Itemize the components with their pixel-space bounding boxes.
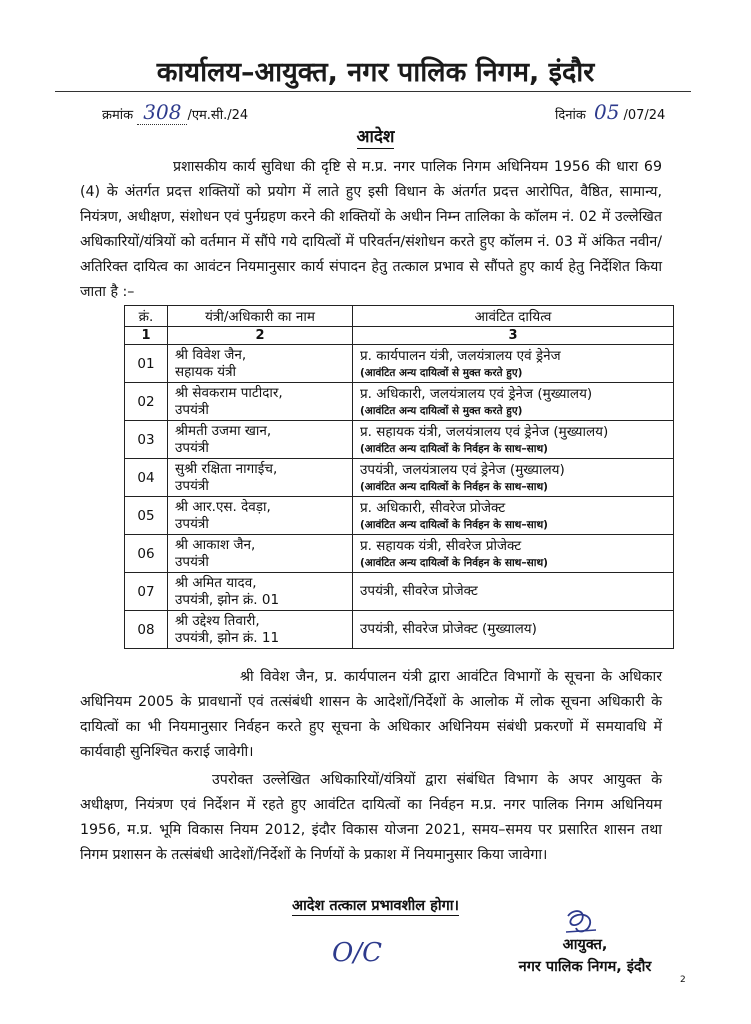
allotted-duty: प्र. सहायक यंत्री, सीवरेज प्रोजेक्ट: [360, 537, 522, 554]
officer-name: सुश्री रक्षिता नागाईच,: [175, 460, 278, 477]
allotted-duty: प्र. सहायक यंत्री, जलयंत्रालय एवं ड्रेनेज (मुख्यालय): [360, 423, 609, 440]
office-title: कार्यालय–आयुक्त, नगर पालिक निगम, इंदौर: [156, 57, 595, 88]
table-column-number-row: [125, 327, 674, 345]
allotted-duty: उपयंत्री, सीवरेज प्रोजेक्ट (मुख्यालय): [360, 621, 537, 637]
signatory-title: आयुक्त,: [562, 937, 608, 953]
table-row: [125, 459, 674, 497]
duty-note: (आवंटित अन्य दायित्वों के निर्वहन के साथ–साथ): [360, 556, 548, 569]
ref-label: क्रमांक: [102, 108, 134, 123]
allotted-duty: प्र. अधिकारी, जलयंत्रालय एवं ड्रेनेज (मुख्यालय): [360, 385, 593, 402]
handwritten-oc-note: O/C: [332, 938, 382, 968]
date-rest: /07/24: [623, 108, 666, 123]
order-date: [555, 100, 665, 124]
table-row: [125, 383, 674, 421]
row-sno: 08: [125, 611, 168, 649]
duty-note: (आवंटित अन्य दायित्वों से मुक्त करते हुए): [360, 366, 523, 379]
officer-cell: [168, 497, 353, 535]
table-row: [125, 421, 674, 459]
allotted-duty: उपयंत्री, सीवरेज प्रोजेक्ट: [360, 583, 478, 599]
table-header-row: [125, 306, 674, 327]
duty-note: (आवंटित अन्य दायित्वों से मुक्त करते हुए): [360, 404, 523, 417]
row-sno: 05: [125, 497, 168, 535]
officer-name: श्री आर.एस. देवड़ा,: [175, 498, 271, 515]
duty-cell: [353, 535, 674, 573]
officer-name: श्रीमती उजमा खान,: [175, 422, 272, 439]
duty-note: (आवंटित अन्य दायित्वों के निर्वहन के साथ–साथ): [360, 480, 548, 493]
row-sno: 03: [125, 421, 168, 459]
officer-designation: उपयंत्री: [175, 553, 209, 570]
officer-designation: उपयंत्री: [175, 401, 209, 418]
duty-cell: [353, 497, 674, 535]
officer-name: श्री विवेश जैन,: [175, 346, 247, 363]
officer-designation: उपयंत्री, झोन क्रं. 01: [175, 591, 280, 608]
officer-cell: [168, 421, 353, 459]
officer-designation: उपयंत्री: [175, 515, 209, 532]
col-number: 2: [168, 327, 353, 345]
ref-number-handwritten: 308: [137, 100, 187, 125]
ref-suffix: /एम.सी./24: [187, 108, 249, 123]
row-sno: 06: [125, 535, 168, 573]
officer-cell: [168, 345, 353, 383]
signatory-block: [505, 934, 665, 978]
assignment-table: [124, 305, 674, 649]
allotted-duty: उपयंत्री, जलयंत्रालय एवं ड्रेनेज (मुख्यालय): [360, 461, 565, 478]
duty-cell: [353, 383, 674, 421]
row-sno: 04: [125, 459, 168, 497]
table-row: [125, 535, 674, 573]
officer-name: श्री अमित यादव,: [175, 574, 257, 591]
date-day-handwritten: 05: [593, 100, 620, 124]
row-sno: 02: [125, 383, 168, 421]
order-heading: आदेश: [356, 127, 395, 147]
officer-cell: [168, 383, 353, 421]
table-row: [125, 573, 674, 611]
effective-immediately: आदेश तत्काल प्रभावशील होगा।: [291, 898, 459, 914]
officer-name: श्री सेवकराम पाटीदार,: [175, 384, 283, 401]
col-header-duty: आवंटित दायित्व: [353, 306, 674, 327]
officer-name: श्री आकाश जैन,: [175, 536, 256, 553]
officer-designation: उपयंत्री: [175, 439, 209, 456]
duty-cell: [353, 611, 674, 649]
col-header-name: यंत्री/अधिकारी का नाम: [168, 306, 353, 327]
officer-cell: [168, 459, 353, 497]
duty-cell: [353, 459, 674, 497]
duty-cell: [353, 573, 674, 611]
reference-number: [102, 100, 248, 124]
table-row: [125, 611, 674, 649]
table-row: [125, 345, 674, 383]
table-row: [125, 497, 674, 535]
officer-cell: [168, 535, 353, 573]
allotted-duty: प्र. अधिकारी, सीवरेज प्रोजेक्ट: [360, 499, 506, 516]
officer-designation: सहायक यंत्री: [175, 363, 237, 380]
date-label: दिनांक: [555, 108, 586, 123]
col-number: 1: [125, 327, 168, 345]
officer-designation: उपयंत्री, झोन क्रं. 11: [175, 629, 280, 646]
duty-cell: [353, 421, 674, 459]
col-number: 3: [353, 327, 674, 345]
paragraph-rti: श्री विवेश जैन, प्र. कार्यपालन यंत्री द्वारा आवंटित विभागों के सूचना के अधिकार अधिनियम 2005 के प्रावधानों एवं तत्संबंधी शासन के आदेशों/निर्देशों के आलोक में लोक सूचना अधिकारी के दायित्वों का भी नियमानुसार निर्वहन करते हुए सूचना के अधिकार अधिनियम संबंधी प्रकरणों में समयावधि में कार्यवाही सुनिश्चित कराई जावेगी।: [80, 669, 662, 760]
officer-designation: उपयंत्री: [175, 477, 209, 494]
page-number: 2: [680, 975, 686, 985]
row-sno: 01: [125, 345, 168, 383]
duty-note: (आवंटित अन्य दायित्वों के निर्वहन के साथ–साथ): [360, 442, 548, 455]
header-divider: [55, 91, 691, 92]
officer-cell: [168, 611, 353, 649]
paragraph-supervision: उपरोक्त उल्लेखित अधिकारियों/यंत्रियों द्वारा संबंधित विभाग के अपर आयुक्त के अधीक्षण, नियंत्रण एवं निर्देशन में रहते हुए आवंटित दायित्वों का निर्वहन म.प्र. नगर पालिक निगम अधिनियम 1956, म.प्र. भूमि विकास नियम 2012, इंदौर विकास योजना 2021, समय–समय पर प्रसारित शासन तथा निगम प्रशासन के तत्संबंधी आदेशों/निर्देशों के निर्णयों के प्रकाश में नियमानुसार किया जावेगा।: [80, 772, 662, 863]
col-header-sno: क्रं.: [125, 306, 168, 327]
paragraph-intro: प्रशासकीय कार्य सुविधा की दृष्टि से म.प्र. नगर पालिक निगम अधिनियम 1956 की धारा 69 (4) के अंतर्गत प्रदत्त शक्तियों को प्रयोग में लाते हुए इसी विधान के अंतर्गत प्रदत्त आरोपित, वैष्ठित, सामान्य, नियंत्रण, अधीक्षण, संशोधन एवं पुर्नग्रहण करने की शक्तियों के अधीन निम्न तालिका के कॉलम नं. 02 में उल्लेखित अधिकारियों/यंत्रियों को वर्तमान में सौंपे गये दायित्वों में परिवर्तन/संशोधन करते हुए कॉलम नं. 03 में अंकित नवीन/अतिरिक्त दायित्व का आवंटन नियमानुसार कार्य संपादन हेतु तत्काल प्रभाव से सौंपते हुए कार्य हेतु निर्देशित किया जाता है :–: [80, 159, 662, 300]
officer-name: श्री उद्देश्य तिवारी,: [175, 612, 260, 629]
signatory-office: नगर पालिक निगम, इंदौर: [518, 959, 652, 975]
officer-cell: [168, 573, 353, 611]
duty-note: (आवंटित अन्य दायित्वों के निर्वहन के साथ–साथ): [360, 518, 548, 531]
duty-cell: [353, 345, 674, 383]
allotted-duty: प्र. कार्यपालन यंत्री, जलयंत्रालय एवं ड्रेनेज: [360, 347, 561, 364]
row-sno: 07: [125, 573, 168, 611]
